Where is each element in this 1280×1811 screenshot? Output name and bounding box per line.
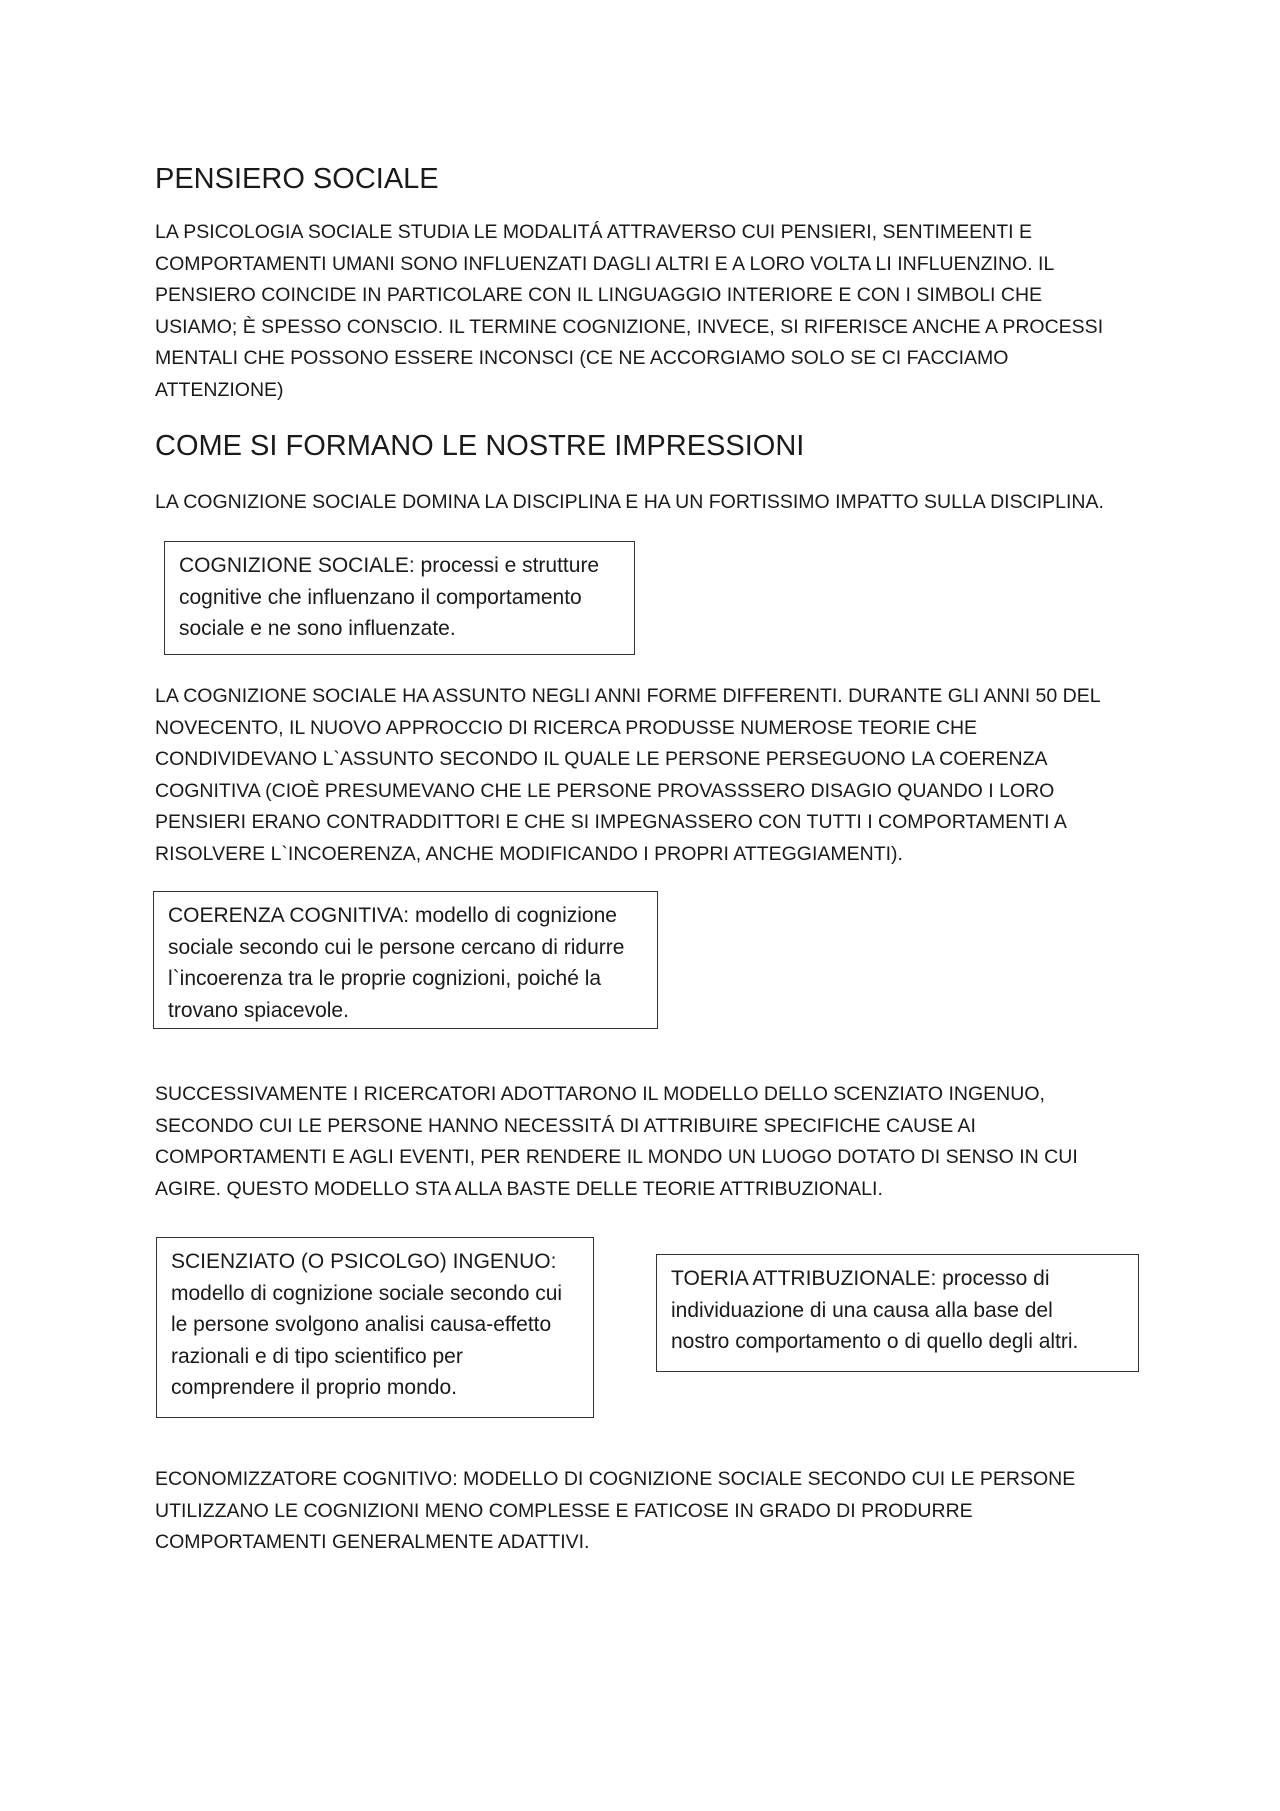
text-line: AGIRE. QUESTO MODELLO STA ALLA BASTE DELLE TEORIE ATTRIBUZIONALI. bbox=[155, 1177, 883, 1200]
text-line: COMPORTAMENTI E AGLI EVENTI, PER RENDERE IL MONDO UN LUOGO DOTATO DI SENSO IN CUI bbox=[155, 1146, 1078, 1168]
text-line: ATTENZIONE) bbox=[155, 378, 284, 401]
text-line: NOVECENTO, IL NUOVO APPROCCIO DI RICERCA PRODUSSE NUMEROSE TEORIE CHE bbox=[155, 716, 978, 739]
text-line: sociale secondo cui le persone cercano di ridurre bbox=[168, 935, 625, 959]
definition-box-scienziato-ingenuo bbox=[156, 1237, 594, 1418]
text-line: UTILIZZANO LE COGNIZIONI MENO COMPLESSE E FATICOSE IN GRADO DI PRODURRE bbox=[155, 1499, 973, 1522]
text-line: RISOLVERE L`INCOERENZA, ANCHE MODIFICANDO I PROPRI ATTEGGIAMENTI). bbox=[155, 842, 903, 865]
text-line: l`incoerenza tra le proprie cognizioni, poiché la bbox=[168, 967, 602, 990]
text-line: cognitive che influenzano il comportamento bbox=[179, 585, 582, 609]
economizer-paragraph bbox=[155, 1464, 1075, 1559]
text-line: comprendere il proprio mondo. bbox=[171, 1376, 457, 1399]
history-paragraph bbox=[155, 681, 1101, 870]
definition-box-coerenza-cognitiva bbox=[153, 891, 658, 1029]
text-line: COMPORTAMENTI GENERALMENTE ADATTIVI. bbox=[155, 1531, 590, 1553]
text-line: PENSIERI ERANO CONTRADDITTORI E CHE SI IMPEGNASSERO CON TUTTI I COMPORTAMENTI A bbox=[155, 811, 1067, 833]
text-line: razionali e di tipo scientifico per bbox=[171, 1344, 463, 1368]
text-line: trovano spiacevole. bbox=[168, 998, 349, 1022]
text-line: COGNITIVA (CIOÈ PRESUMEVANO CHE LE PERSONE PROVASSSERO DISAGIO QUANDO I LORO bbox=[155, 779, 1055, 802]
text-line: USIAMO; È SPESSO CONSCIO. IL TERMINE COGNIZIONE, INVECE, SI RIFERISCE ANCHE A PROCESSI bbox=[155, 315, 1104, 338]
text-line: individuazione di una causa alla base del bbox=[671, 1298, 1053, 1322]
definition-box-teoria-attribuzionale bbox=[656, 1254, 1139, 1372]
text-line: LA COGNIZIONE SOCIALE DOMINA LA DISCIPLINA E HA UN FORTISSIMO IMPATTO SULLA DISCIPLINA. bbox=[155, 491, 1104, 513]
text-line: le persone svolgono analisi causa-effetto bbox=[171, 1313, 552, 1336]
text-line: nostro comportamento o di quello degli altri. bbox=[671, 1330, 1079, 1353]
text-line: CONDIVIDEVANO L`ASSUNTO SECONDO IL QUALE LE PERSONE PERSEGUONO LA COERENZA bbox=[155, 748, 1048, 770]
text-line: COMPORTAMENTI UMANI SONO INFLUENZATI DAGLI ALTRI E A LORO VOLTA LI INFLUENZINO. IL bbox=[155, 252, 1055, 275]
section-heading: COME SI FORMANO LE NOSTRE IMPRESSIONI bbox=[155, 430, 805, 462]
text-line: SECONDO CUI LE PERSONE HANNO NECESSITÁ DI ATTRIBUIRE SPECIFICHE CAUSE AI bbox=[155, 1114, 976, 1137]
text-line: sociale e ne sono influenzate. bbox=[179, 617, 456, 640]
definition-box-cognizione-sociale bbox=[164, 541, 635, 655]
text-line: TOERIA ATTRIBUZIONALE: processo di bbox=[671, 1267, 1050, 1290]
text-line: MENTALI CHE POSSONO ESSERE INCONSCI (CE NE ACCORGIAMO SOLO SE CI FACCIAMO bbox=[155, 347, 1009, 369]
text-line: SCIENZIATO (O PSICOLGO) INGENUO: bbox=[171, 1250, 557, 1273]
text-line: COERENZA COGNITIVA: modello di cognizione bbox=[168, 904, 617, 927]
text-line: PENSIERO COINCIDE IN PARTICOLARE CON IL LINGUAGGIO INTERIORE E CON I SIMBOLI CHE bbox=[155, 284, 1043, 306]
naive-scientist-paragraph bbox=[155, 1079, 1078, 1205]
section-intro-paragraph bbox=[155, 487, 1104, 519]
text-line: modello di cognizione sociale secondo cui bbox=[171, 1281, 563, 1305]
text-line: LA COGNIZIONE SOCIALE HA ASSUNTO NEGLI ANNI FORME DIFFERENTI. DURANTE GLI ANNI 50 DEL bbox=[155, 685, 1101, 707]
text-line: COGNIZIONE SOCIALE: processi e strutture bbox=[179, 554, 600, 577]
text-line: ECONOMIZZATORE COGNITIVO: MODELLO DI COGNIZIONE SOCIALE SECONDO CUI LE PERSONE bbox=[155, 1468, 1076, 1490]
intro-paragraph bbox=[155, 217, 1103, 406]
text-line: LA PSICOLOGIA SOCIALE STUDIA LE MODALITÁ ATTRAVERSO CUI PENSIERI, SENTIMEENTI E bbox=[155, 221, 1032, 243]
page-title: PENSIERO SOCIALE bbox=[155, 163, 439, 195]
text-line: SUCCESSIVAMENTE I RICERCATORI ADOTTARONO IL MODELLO DELLO SCENZIATO INGENUO, bbox=[155, 1083, 1045, 1105]
